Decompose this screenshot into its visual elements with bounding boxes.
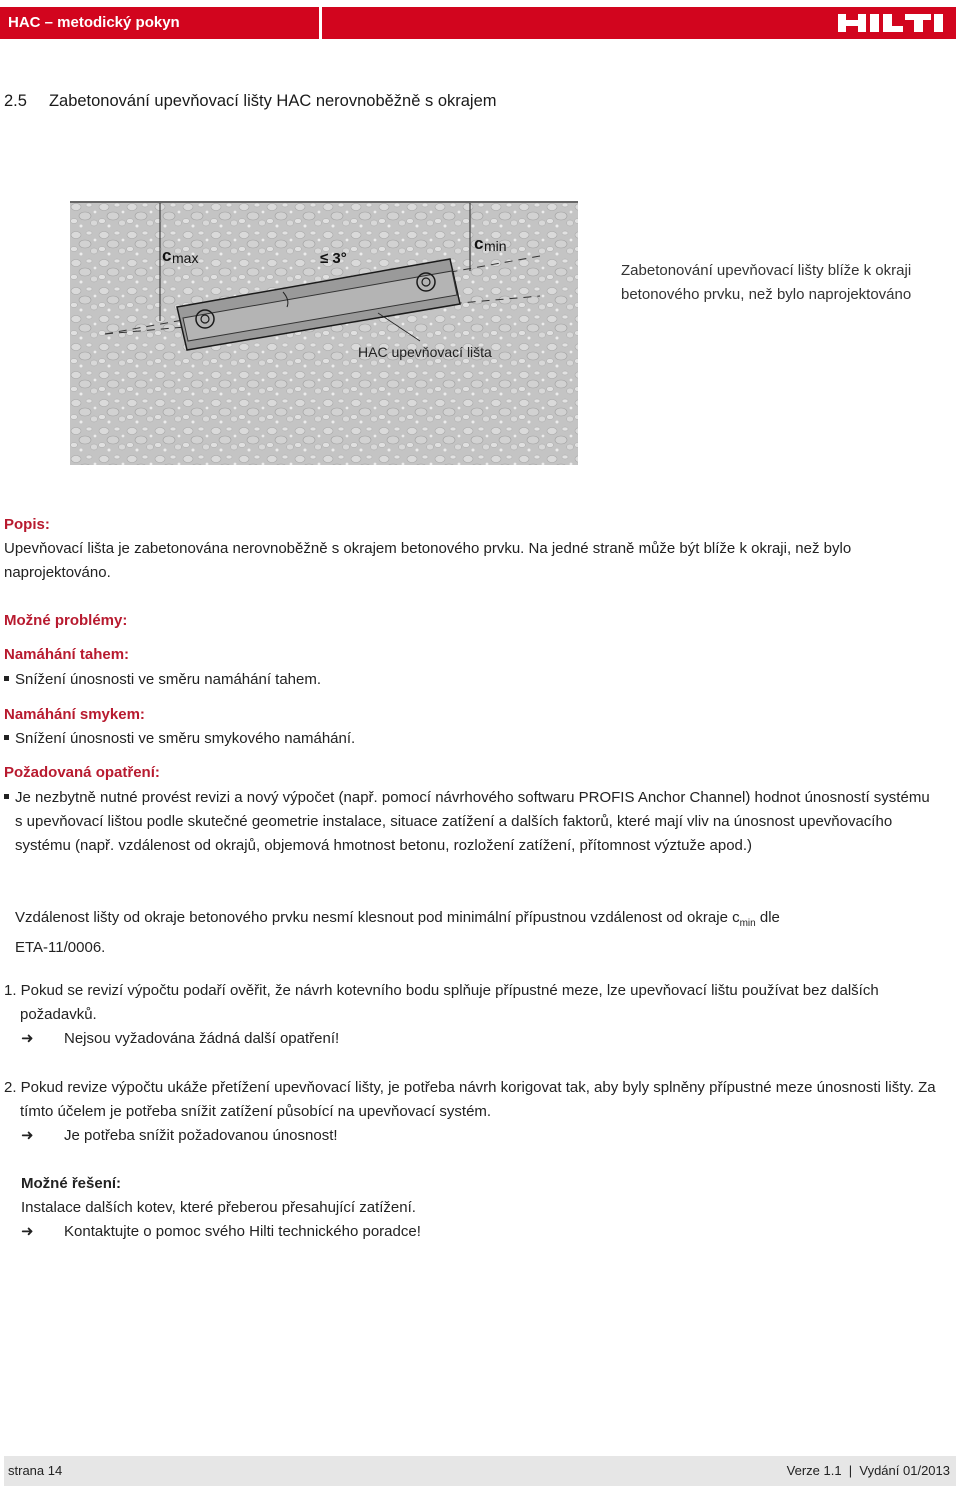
bullet-icon bbox=[4, 676, 9, 681]
cmax-label-c: c bbox=[162, 246, 172, 265]
section-number: 2.5 bbox=[4, 92, 27, 110]
solution-heading: Možné řešení: bbox=[21, 1175, 122, 1192]
bullet-icon bbox=[4, 735, 9, 740]
shear-heading: Namáhání smykem: bbox=[4, 706, 145, 723]
bullet-icon bbox=[4, 794, 9, 799]
solution-text: Instalace dalších kotev, které přeberou přesahující zatížení. bbox=[21, 1199, 416, 1216]
header-bar bbox=[322, 7, 956, 39]
distance-text-line2: ETA-11/0006. bbox=[15, 939, 106, 956]
step-1-arrow-row bbox=[21, 1027, 339, 1051]
shear-item-text: Snížení únosnosti ve směru smykového namáhání. bbox=[15, 730, 356, 747]
distance-paragraph bbox=[15, 906, 935, 960]
measures-item: Je nezbytně nutné provést revizi a nový výpočet (např. pomocí návrhového softwaru PROFIS Anchor Channel) hodnot únosností systému s upevňovací lištou podle skutečné geometrie instalace, situace zatížení a dalších faktorů, které mají vliv na únosnost upevňovacího systému (např. vzdálenost od okrajů, objemová hmotnost betonu, rozložení zatížení, přítomnost výztuže apod.) bbox=[15, 789, 930, 854]
figure-caption: Zabetonování upevňovací lišty blíže k okraji betonového prvku, než bylo naprojektováno bbox=[621, 262, 912, 303]
shear-item bbox=[4, 727, 355, 751]
popis-heading: Popis: bbox=[4, 516, 50, 533]
step-1-arrow-text: Nejsou vyžadována žádná další opatření! bbox=[64, 1030, 340, 1047]
section-title-text: Zabetonování upevňovací lišty HAC nerovnoběžně s okrajem bbox=[48, 92, 497, 110]
arrow-icon: ➜ bbox=[21, 1030, 34, 1047]
page-header bbox=[0, 7, 960, 39]
measures-heading: Požadovaná opatření: bbox=[4, 764, 160, 781]
footer-page: strana 14 bbox=[8, 1463, 63, 1478]
step-2-arrow-row bbox=[21, 1124, 338, 1148]
installation-diagram bbox=[70, 201, 578, 465]
tension-item bbox=[4, 668, 321, 692]
arrow-icon: ➜ bbox=[21, 1223, 34, 1240]
diagram-svg bbox=[70, 201, 578, 465]
angle-label: ≤ 3° bbox=[320, 250, 347, 267]
tension-item-text: Snížení únosnosti ve směru namáhání tahem. bbox=[15, 671, 322, 688]
arrow-icon: ➜ bbox=[21, 1127, 34, 1144]
header-title: HAC – metodický pokyn bbox=[0, 7, 319, 39]
footer-version: Verze 1.1 | Vydání 01/2013 bbox=[786, 1463, 950, 1478]
step-2-text: 2. Pokud revize výpočtu ukáže přetížení upevňovací lišty, je potřeba návrh korigovat tak, aby byly splněny přípustné meze únosnosti lišty. Za tímto účelem je potřeba snížit zatížení působící na upevňovací systém. bbox=[4, 1079, 936, 1120]
step-1-text: 1. Pokud se revizí výpočtu podaří ověřit, že návrh kotevního bodu splňuje přípustné meze, lze upevňovací lištu používat bez dalších požadavků. bbox=[4, 982, 879, 1023]
cmin-label-c: c bbox=[474, 234, 484, 253]
distance-sub: min bbox=[739, 918, 756, 929]
measures-bullet bbox=[4, 786, 15, 810]
distance-text-pre: Vzdálenost lišty od okraje betonového prvku nesmí klesnout pod minimální přípustnou vzdálenost od okraje c bbox=[15, 909, 740, 926]
cmax-label-sub: max bbox=[172, 250, 199, 266]
problems-heading: Možné problémy: bbox=[4, 612, 128, 629]
section-title bbox=[4, 92, 497, 111]
hilti-logo bbox=[838, 14, 946, 32]
tension-heading: Namáhání tahem: bbox=[4, 646, 130, 663]
distance-text-post: dle bbox=[755, 909, 780, 926]
solution-arrow-text: Kontaktujte o pomoc svého Hilti technického poradce! bbox=[64, 1223, 421, 1240]
rail-label: HAC upevňovací lišta bbox=[358, 344, 492, 360]
page-footer bbox=[4, 1456, 956, 1486]
solution-arrow-row bbox=[21, 1220, 421, 1244]
step-2-arrow-text: Je potřeba snížit požadovanou únosnost! bbox=[64, 1127, 338, 1144]
cmin-label-sub: min bbox=[484, 238, 507, 254]
popis-text: Upevňovací lišta je zabetonována nerovnoběžně s okrajem betonového prvku. Na jedné straně může být blíže k okraji, než bylo naprojektováno. bbox=[4, 540, 852, 581]
